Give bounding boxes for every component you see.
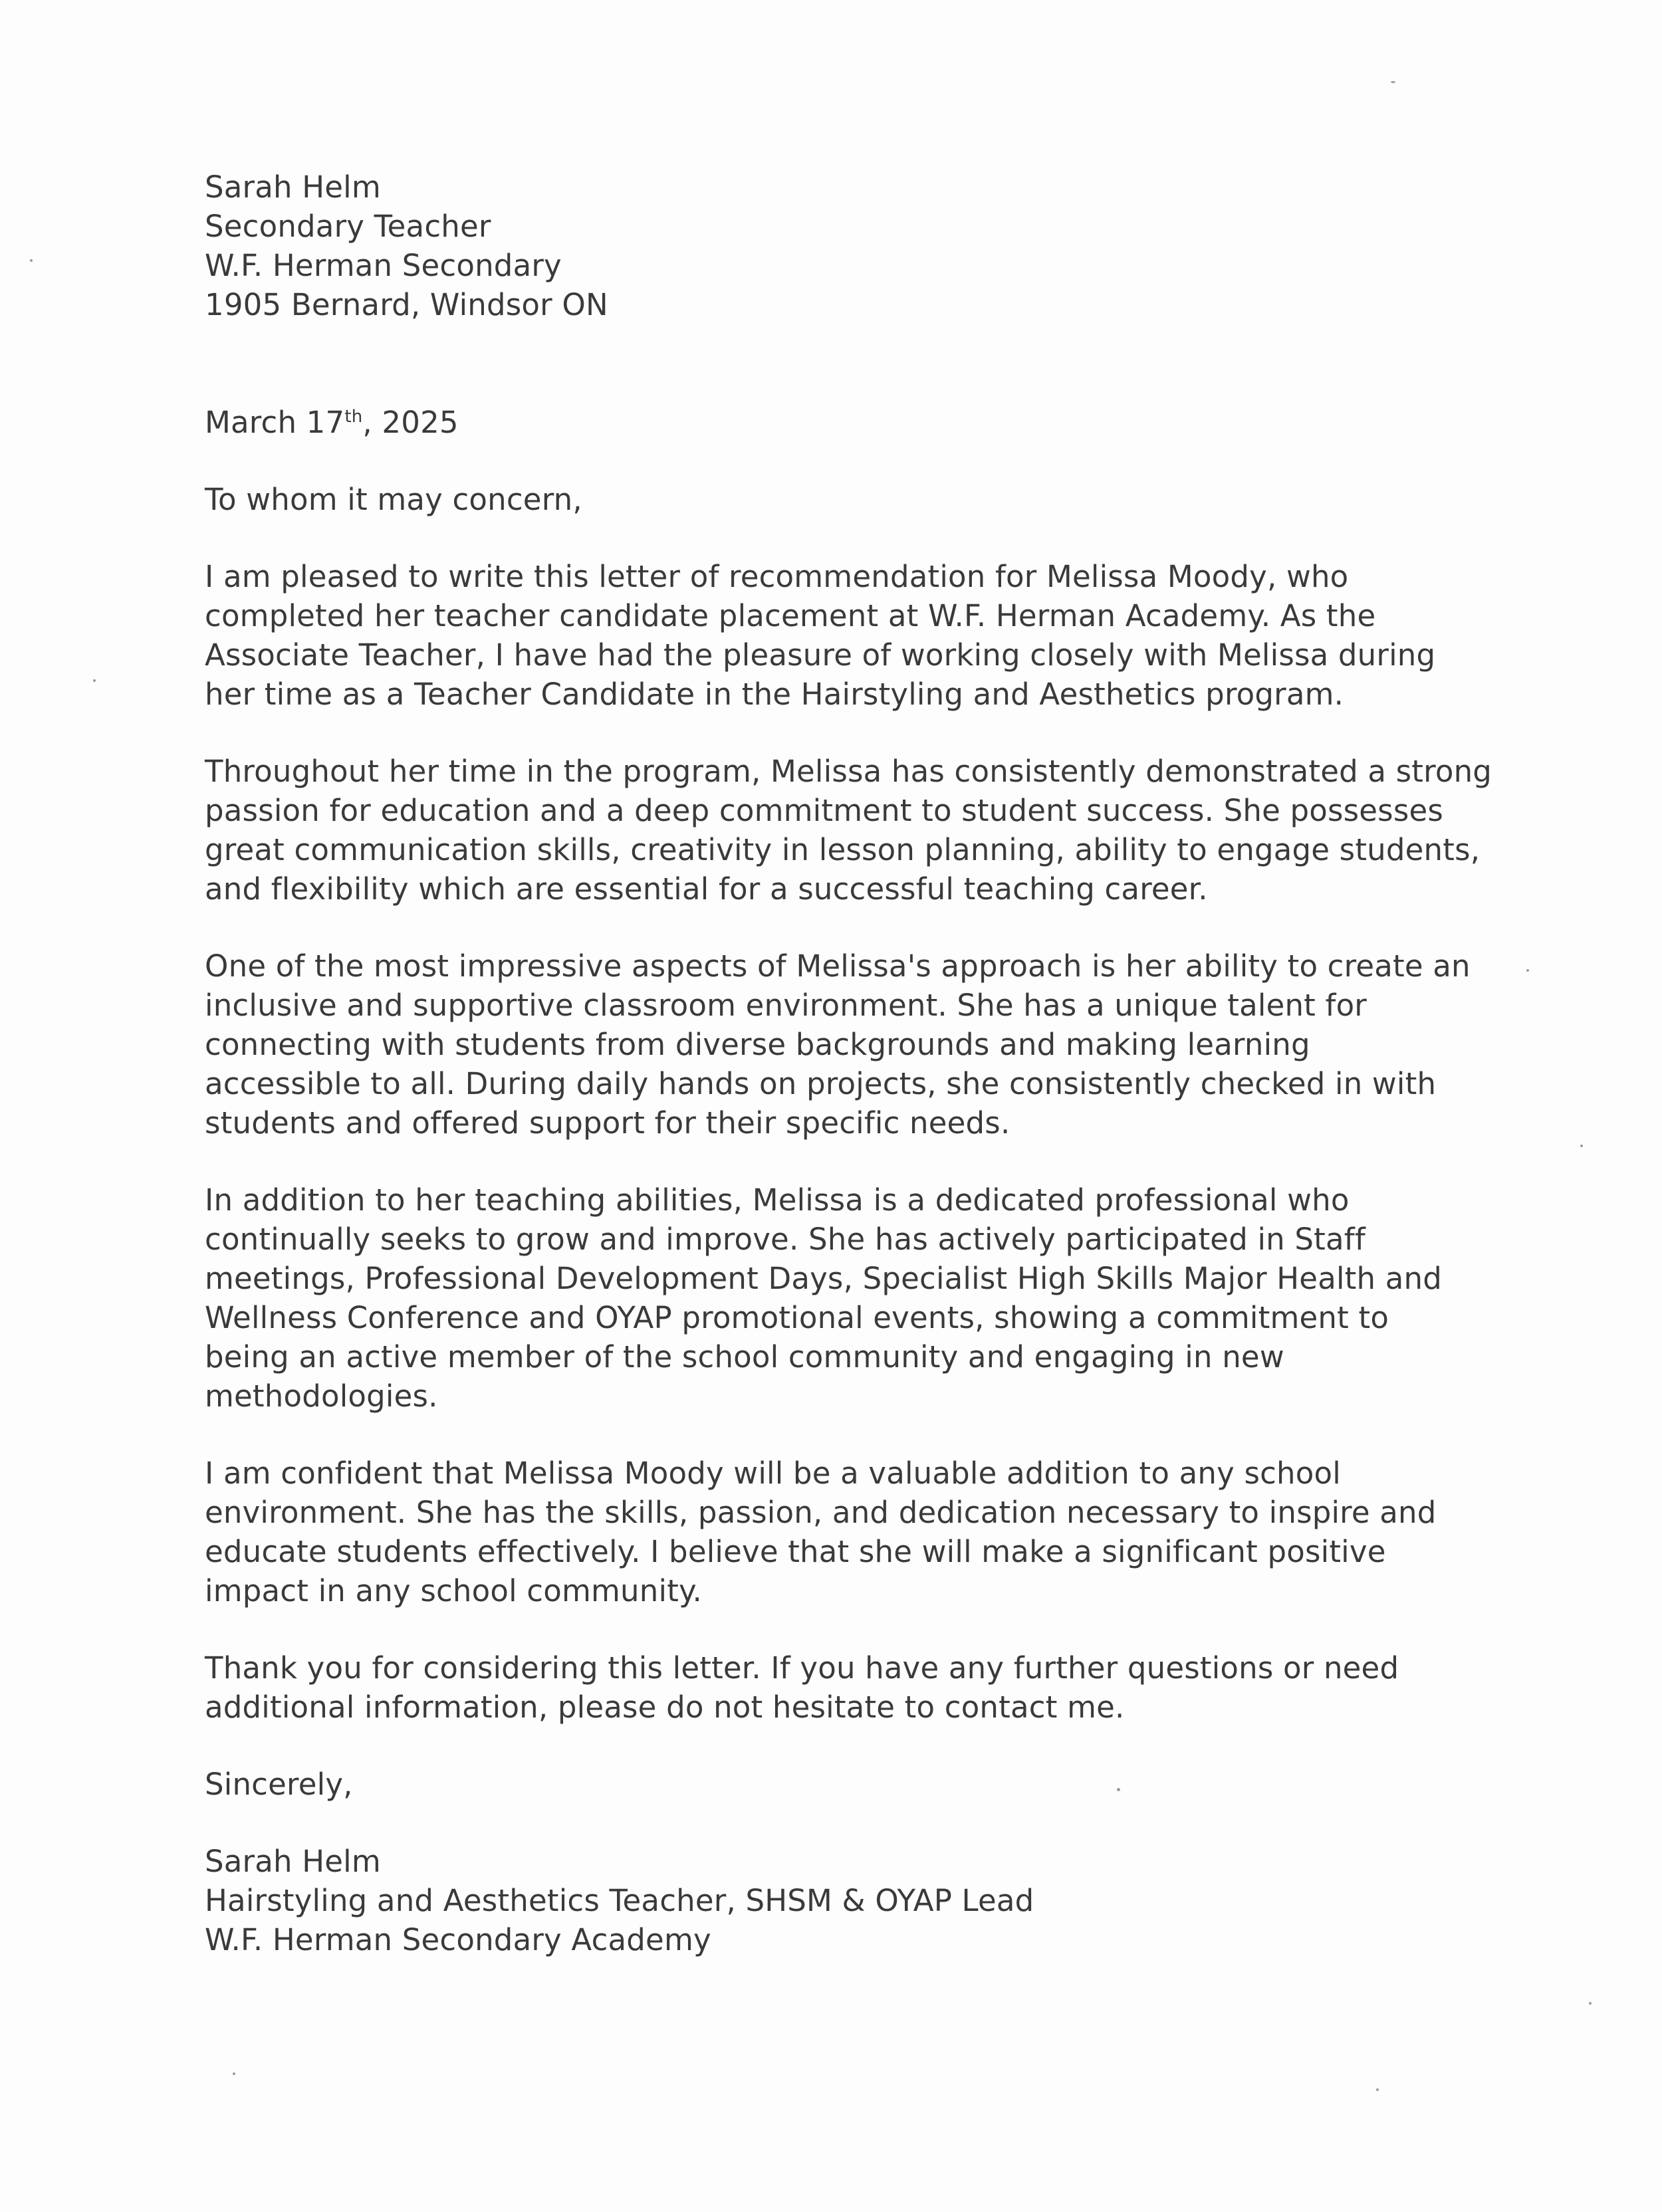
- paragraph-1: [205, 557, 1514, 714]
- paragraph-line: environment. She has the skills, passion, and dedication necessary to inspire and: [205, 1495, 1437, 1530]
- sender-title: Secondary Teacher: [205, 209, 491, 244]
- paragraph-line: and flexibility which are essential for a successful teaching career.: [205, 871, 1208, 907]
- salutation-text: To whom it may concern,: [205, 482, 582, 517]
- paragraph-line: Throughout her time in the program, Melissa has consistently demonstrated a strong: [205, 754, 1492, 789]
- sender-school: W.F. Herman Secondary: [205, 248, 562, 283]
- paragraph-5: [205, 1454, 1514, 1610]
- paragraph-line: her time as a Teacher Candidate in the Hairstyling and Aesthetics program.: [205, 677, 1344, 712]
- paragraph-line: In addition to her teaching abilities, Melissa is a dedicated professional who: [205, 1182, 1350, 1218]
- paragraph-3: [205, 946, 1514, 1143]
- closing: [205, 1765, 1514, 1804]
- letter-body: [205, 167, 1514, 1959]
- closing-text: Sincerely,: [205, 1767, 353, 1802]
- date-ordinal-suffix: th: [344, 407, 363, 427]
- paragraph-line: I am pleased to write this letter of recommendation for Melissa Moody, who: [205, 559, 1349, 594]
- paragraph-line: additional information, please do not hesitate to contact me.: [205, 1690, 1125, 1725]
- scan-speck: [93, 679, 96, 682]
- paragraph-line: educate students effectively. I believe that she will make a significant positive: [205, 1534, 1386, 1569]
- paragraph-line: I am confident that Melissa Moody will be a valuable addition to any school: [205, 1456, 1341, 1491]
- scan-speck: [1526, 969, 1529, 972]
- paragraph-4: [205, 1180, 1514, 1416]
- sender-address: 1905 Bernard, Windsor ON: [205, 287, 608, 322]
- scan-speck: [1580, 1145, 1583, 1147]
- paragraph-line: meetings, Professional Development Days, Specialist High Skills Major Health and: [205, 1261, 1442, 1296]
- paragraph-line: being an active member of the school community and engaging in new: [205, 1339, 1284, 1375]
- paragraph-line: accessible to all. During daily hands on projects, she consistently checked in with: [205, 1066, 1437, 1101]
- sender-name: Sarah Helm: [205, 169, 381, 205]
- signature-role: Hairstyling and Aesthetics Teacher, SHSM & OYAP Lead: [205, 1883, 1034, 1918]
- paragraph-line: methodologies.: [205, 1379, 438, 1414]
- paragraph-line: continually seeks to grow and improve. She has actively participated in Staff: [205, 1222, 1365, 1257]
- scan-speck: [1391, 81, 1395, 83]
- paragraph-line: Associate Teacher, I have had the pleasure of working closely with Melissa during: [205, 637, 1436, 673]
- paragraph-2: [205, 752, 1514, 909]
- paragraph-6: [205, 1648, 1514, 1727]
- signature-block: [205, 1842, 1514, 1959]
- scan-speck: [1376, 2088, 1379, 2091]
- date-month-day: March 17: [205, 405, 345, 440]
- letter-date: [205, 403, 1514, 442]
- signature-school: W.F. Herman Secondary Academy: [205, 1922, 711, 1957]
- paragraph-line: passion for education and a deep commitment to student success. She possesses: [205, 793, 1443, 828]
- scan-speck: [1589, 2002, 1592, 2005]
- signature-name: Sarah Helm: [205, 1844, 381, 1879]
- scan-speck: [233, 2072, 235, 2075]
- paragraph-line: students and offered support for their specific needs.: [205, 1105, 1010, 1141]
- paragraph-line: inclusive and supportive classroom environment. She has a unique talent for: [205, 988, 1367, 1023]
- paragraph-line: completed her teacher candidate placement at W.F. Herman Academy. As the: [205, 598, 1376, 633]
- scan-speck: [30, 259, 33, 262]
- paragraph-line: Wellness Conference and OYAP promotional events, showing a commitment to: [205, 1300, 1389, 1335]
- sender-block: [205, 167, 1514, 324]
- paragraph-line: impact in any school community.: [205, 1573, 702, 1608]
- salutation: [205, 480, 1514, 519]
- paragraph-line: great communication skills, creativity in lesson planning, ability to engage students,: [205, 832, 1481, 867]
- paragraph-line: Thank you for considering this letter. If you have any further questions or need: [205, 1650, 1399, 1686]
- paragraph-line: connecting with students from diverse backgrounds and making learning: [205, 1027, 1310, 1062]
- date-year: , 2025: [362, 405, 459, 440]
- paragraph-line: One of the most impressive aspects of Melissa's approach is her ability to create an: [205, 948, 1471, 984]
